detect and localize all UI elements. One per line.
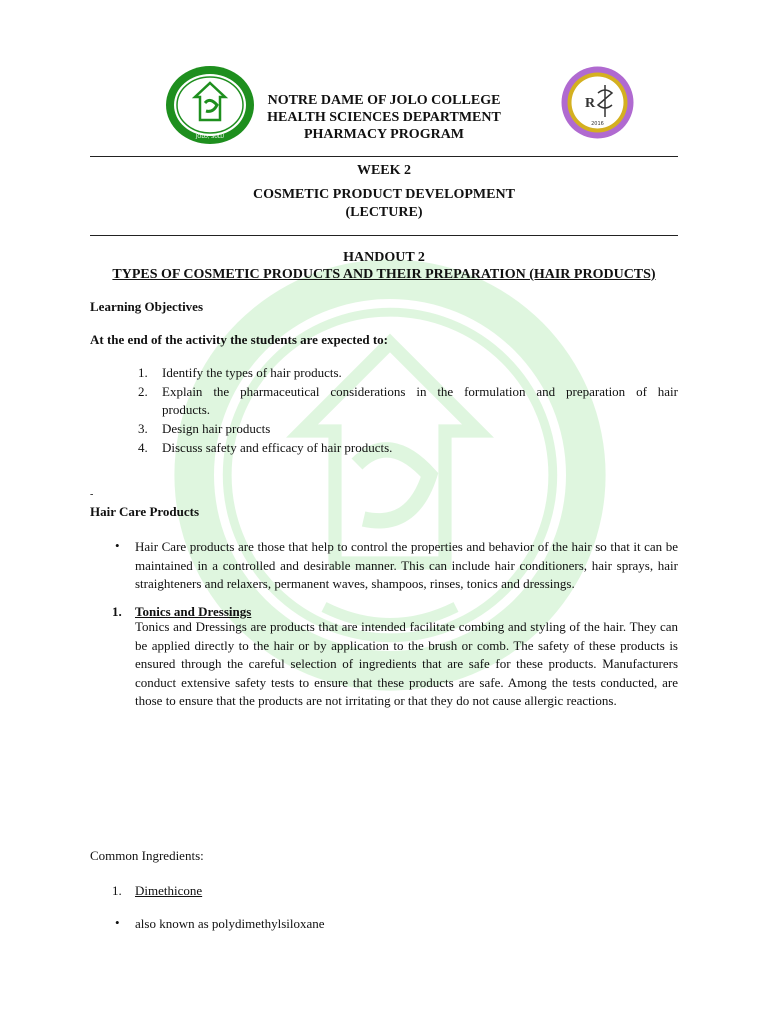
college-name: NOTRE DAME OF JOLO COLLEGE bbox=[267, 93, 501, 108]
handout-number: HANDOUT 2 bbox=[343, 250, 425, 265]
svg-text:R: R bbox=[585, 96, 596, 111]
svg-text:JOLO, SULU: JOLO, SULU bbox=[195, 134, 225, 140]
ingredients-label: Common Ingredients: bbox=[90, 848, 204, 863]
item-number: 1. bbox=[138, 365, 148, 380]
item-number: 4. bbox=[138, 440, 148, 455]
item-text: Design hair products bbox=[162, 421, 271, 436]
divider-line bbox=[90, 156, 678, 157]
course-title: COSMETIC PRODUCT DEVELOPMENT bbox=[253, 187, 515, 202]
program-name: PHARMACY PROGRAM bbox=[303, 127, 465, 142]
item-text: Identify the types of hair products. bbox=[162, 365, 342, 380]
section-body: Tonics and Dressings are products that are intended facilitate combing and styling of the hair. They can be applied directly to the hair or by application to the brush or comb. The safety of these products is ensured through the careful selection of ingredients that are safe for these products. Manufacturers conduct extensive safety tests to ensure that these products are safe. Among the tests conducted, are those to ensure that the products are not irritating or that they do not cause allergic reactions. bbox=[135, 619, 678, 708]
item-text: Explain the pharmaceutical considerations in the formulation and preparation of hair bbox=[162, 384, 678, 399]
ingredient-number: 1. bbox=[112, 883, 122, 898]
item-text: products. bbox=[162, 402, 211, 417]
objectives-intro: At the end of the activity the students are expected to: bbox=[90, 332, 388, 347]
week-label: WEEK 2 bbox=[356, 163, 412, 178]
handout-title: TYPES OF COSMETIC PRODUCTS AND THEIR PREPARATION (HAIR PRODUCTS) bbox=[112, 267, 656, 282]
svg-text:2016: 2016 bbox=[591, 121, 604, 127]
bullet-icon: • bbox=[115, 538, 120, 553]
item-text: Discuss safety and efficacy of hair products. bbox=[162, 440, 393, 455]
item-number: 2. bbox=[138, 384, 148, 399]
item-number: 3. bbox=[138, 421, 148, 436]
hair-care-description: Hair Care products are those that help to control the properties and behavior of the hair so that it can be maintained in a controlled and desirable manner. This can include hair conditioners, hair sprays, hair straighteners and relaxers, permanent waves, shampoos, rinses, tonics and dressings. bbox=[135, 539, 678, 591]
objectives-heading: Learning Objectives bbox=[90, 299, 204, 314]
section-title: Tonics and Dressings bbox=[135, 604, 252, 619]
hair-care-heading: Hair Care Products bbox=[90, 504, 200, 519]
course-type: (LECTURE) bbox=[345, 205, 423, 220]
section-number: 1. bbox=[112, 604, 122, 619]
bullet-icon: • bbox=[115, 915, 120, 930]
ingredient-detail: also known as polydimethylsiloxane bbox=[135, 916, 325, 931]
stray-dash: - bbox=[90, 489, 94, 500]
divider-line bbox=[90, 235, 678, 236]
department-name: HEALTH SCIENCES DEPARTMENT bbox=[267, 110, 501, 125]
ingredient-name: Dimethicone bbox=[135, 883, 203, 898]
